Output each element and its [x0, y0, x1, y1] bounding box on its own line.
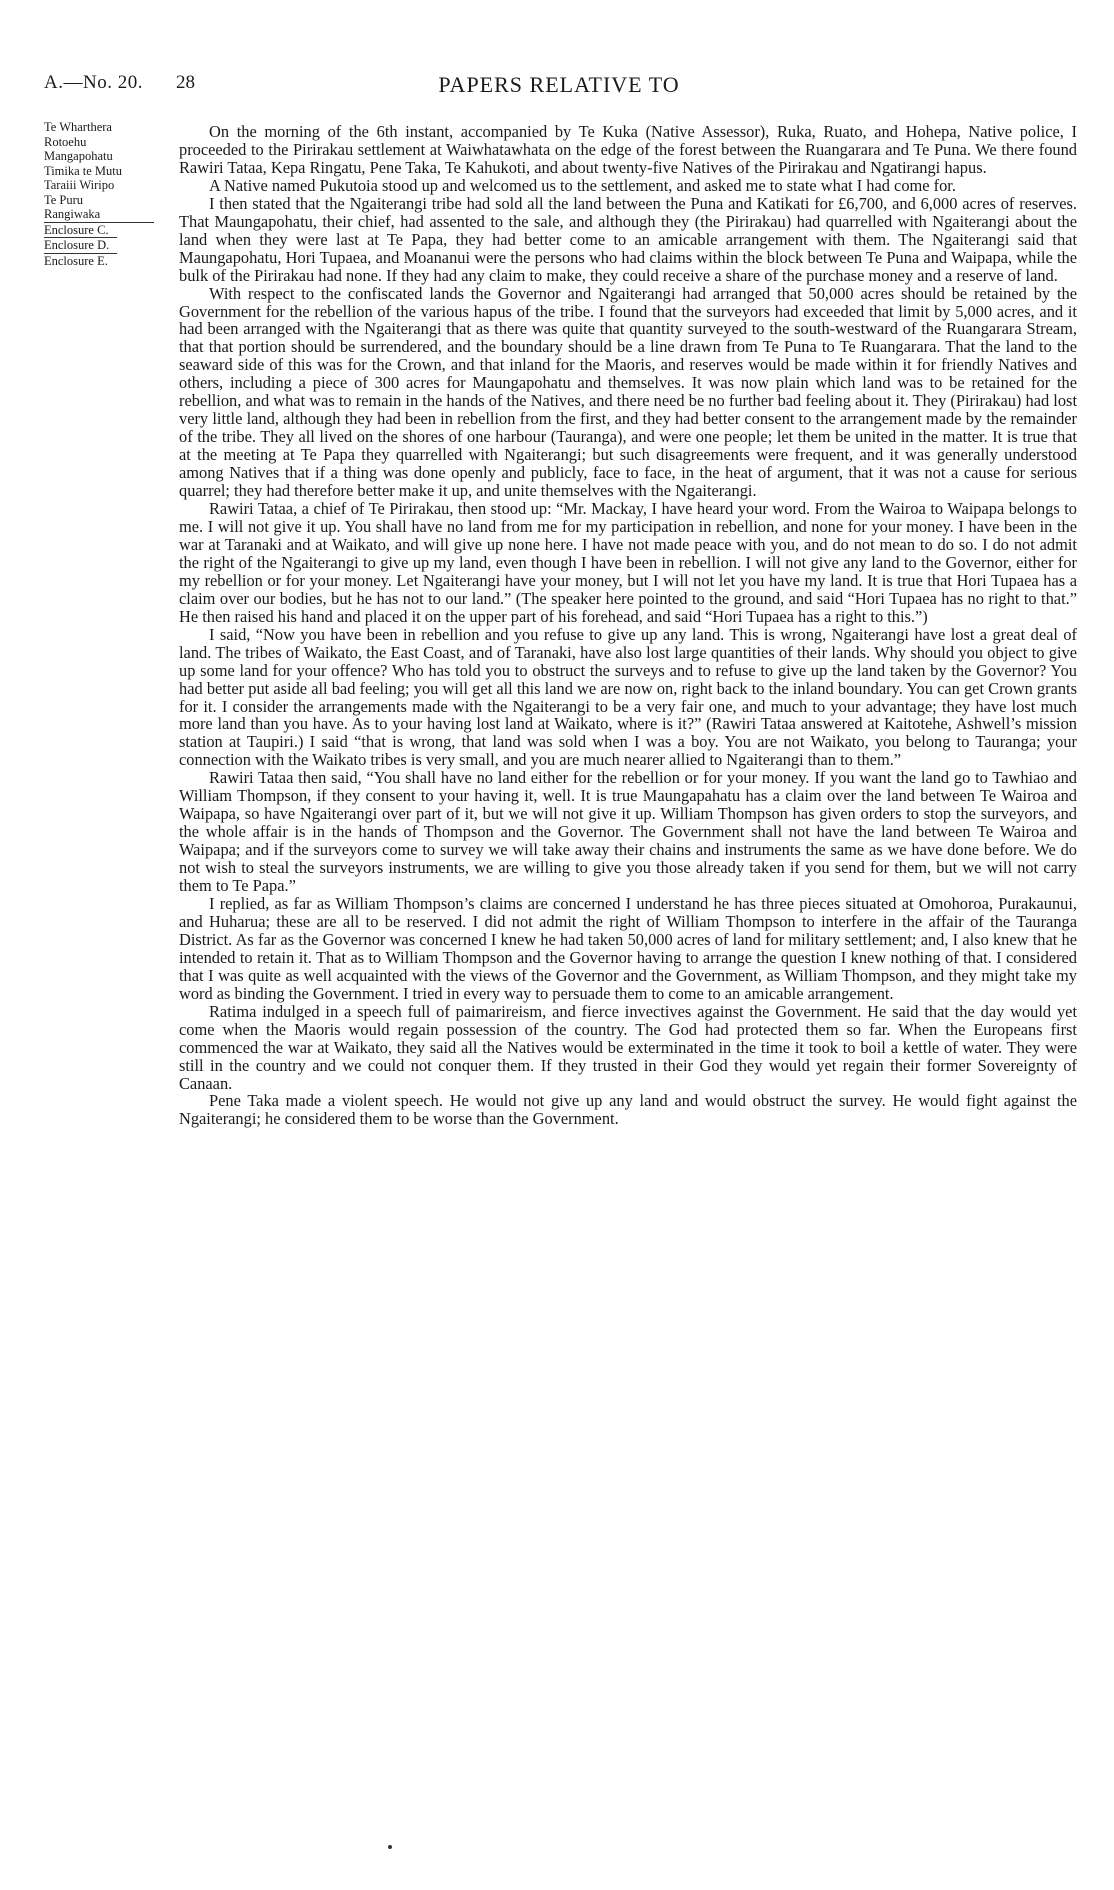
paragraph: Ratima indulged in a speech full of paimarireism, and fierce invectives against the Government. He said that the day would yet come when the Maoris would regain possession of the country. The God had protected them so far. When the Europeans first commenced the war at Waikato, they said all the Natives would be exterminated in the time it took to boil a kettle of water. They were still in the country and we could not conquer them. If they trusted in their God they would yet regain their former Sovereignty of Canaan.	[179, 1001, 1077, 1093]
margin-note-wrap	[44, 223, 174, 239]
margin-note: Enclosure C.	[44, 223, 117, 239]
margin-note: Taraiii Wiripo	[44, 178, 115, 192]
paragraph: I replied, as far as William Thompson’s claims are concerned I understand he has three pieces situated at Omohoroa, Purakaunui, and Huharua; these are all to be reserved. I did not admit the right of William Thompson to interfere in the affair of the Tauranga District. As far as the Governor was concerned I knew he had taken 50,000 acres of land for military settlement; and, I also knew that he intended to retain it. That as to William Thompson and the Governor having to arrange the question I knew nothing of that. I considered that I was quite as well acquainted with the views of the Governor and the Government, as William Thompson, and they might take my word as binding the Government. I tried in every way to persuade them to come to an amicable arrangement.	[179, 893, 1077, 1003]
paragraph: With respect to the confiscated lands the Governor and Ngaiterangi had arranged that 50,000 acres should be retained by the Government for the rebellion of the various hapus of the tribe. I found that the surveyors had exceeded that limit by 5,000 acres, and it had been arranged with the Ngaiterangi that as there was quite that quantity surveyed to the south-westward of the Ruangarara Stream, that that portion should be surrendered, and the boundary should be a line drawn from Te Puna to Te Ruangarara. That the land to the seaward side of this was for the Crown, and that inland for the Maoris, and reserves would be made within it for friendly Natives and others, including a piece of 300 acres for Maungapohatu and themselves. It was now plain which land was to be retained for the rebellion, and what was to remain in the hands of the Natives, and there need be no further bad feeling about it. They (Pirirakau) had lost very little land, although they had been in rebellion from the first, and they had better consent to the arrangement made by the remainder of the tribe. They all lived on the shores of one harbour (Tauranga), and were one people; let them be united in the matter. It is true that at the meeting at Te Papa they quarrelled with Ngaiterangi; but such disagreements were frequent, and it was generally understood among Natives that if a thing was done openly and publicly, face to face, in the heat of argument, that it was not a cause for serious quarrel; they had therefore better make it up, and unite themselves with the Ngaiterangi.	[179, 283, 1077, 501]
page-number: 28	[176, 72, 195, 93]
paragraph: Rawiri Tataa then said, “You shall have no land either for the rebellion or for your money. If you want the land go to Tawhiao and William Thompson, if they consent to your having it, well. It is true Maungapahatu has a claim over the land between Te Wairoa and Waipapa, so have Ngaiterangi over part of it, but we will not give it up. William Thompson has given orders to stop the surveyors, and the whole affair is in the hands of Thompson and the Governor. The Government shall not have the land between Te Wairoa and Waipapa; and if the surveyors come to survey we will take away their chains and instruments the same as we have done before. We do not wish to steal the surveyors instruments, we are willing to give you those already taken if you send for them, but we will not carry them to Te Papa.”	[179, 768, 1077, 896]
margin-note: Rotoehu	[44, 134, 87, 149]
paragraph: On the morning of the 6th instant, accompanied by Te Kuka (Native Assessor), Ruka, Ruato, and Hohepa, Native police, I proceeded to the Pirirakau settlement at Waiwhatawhata on the edge of the forest between the Ruangarara and Te Puna. We there found Rawiri Tataa, Kepa Ringatu, Pene Taka, Te Kahukoti, and about twenty-five Natives of the Pirirakau and Ngatirangi hapus.	[179, 122, 1077, 177]
paragraph: I said, “Now you have been in rebellion and you refuse to give up any land. This is wrong, Ngaiterangi have lost a great deal of land. The tribes of Waikato, the East Coast, and of Taranaki, have also lost large quantities of their lands. Why should you object to give up some land for your offence? Who has told you to obstruct the surveys and to refuse to give up the land taken by the Governor? You had better put aside all bad feeling; you will get all this land we are now on, right back to the inland boundary. You can get Crown grants for it. I consider the arrangements made with the Ngaiterangi to be a very fair one, and much to your advantage; they have lost much more land than you have. As to your having lost land at Waikato, where is it?” (Rawiri Tataa answered at Kaitotehe, Ashwell’s mission station at Taupiri.) I said “that is wrong, that land was sold when I was a boy. You are not Waikato, you belong to Tauranga; your connection with the Waikato tribes is very small, and you are much nearer allied to Ngaiterangi than to them.”	[179, 624, 1077, 770]
paragraph: I then stated that the Ngaiterangi tribe had sold all the land between the Puna and Katikati for £6,700, and 6,000 acres of reserves. That Maungapohatu, their chief, had assented to the sale, and although they (the Pirirakau) had quarrelled with Ngaiterangi about the land when they were last at Te Papa, they had better come to an amicable arrangement with them. The Ngaiterangi said that Maungapohatu, Hori Tupaea, and Moananui were the persons who had claims within the block between Te Puna and Waipapa, while the bulk of the Pirirakau had none. If they had any claim to make, they could receive a share of the purchase money and a reserve of land.	[179, 193, 1077, 285]
document-code: A.—No. 20.	[44, 72, 143, 93]
margin-note: Enclosure E.	[44, 253, 108, 268]
page-header	[44, 72, 1074, 100]
paragraph: Rawiri Tataa, a chief of Te Pirirakau, then stood up: “Mr. Mackay, I have heard your word. From the Wairoa to Waipapa belongs to me. I will not give it up. You shall have no land from me for my participation in rebellion, and none for your money. I have been in the war at Taranaki and at Waikato, and will give up none here. I have not made peace with you, and do not mean to do so. I do not admit the right of the Ngaiterangi to give up my land, even though I have been in rebellion. I will not give any land to the Governor, either for my rebellion or for your money. Let Ngaiterangi have your money, but I will not let you have my land. It is true that Hori Tupaea has a claim over our bodies, but he has not to our land.” (The speaker here pointed to the ground, and said “Hori Tupaea has no right to that.” He then raised his hand and placed it on the upper part of his forehead, and said “Hori Tupaea has a right to this.”)	[179, 499, 1077, 626]
margin-note-wrap	[44, 238, 174, 254]
margin-note: Te Puru	[44, 192, 84, 207]
body-text	[179, 123, 1077, 1128]
paragraph: A Native named Pukutoia stood up and welcomed us to the settlement, and asked me to state what I had come for.	[209, 175, 956, 195]
paragraph: Pene Taka made a violent speech. He would not give up any land and would obstruct the survey. He would fight against the Ngaiterangi; he considered them to be worse than the Government.	[179, 1091, 1077, 1129]
margin-note: Rangiwaka	[44, 207, 154, 223]
margin-note: Mangapohatu	[44, 149, 113, 163]
margin-note: Enclosure D.	[44, 238, 117, 254]
margin-note-wrap	[44, 207, 174, 223]
margin-note: Timika te Mutu	[44, 163, 123, 178]
margin-note: Te Wharthera	[44, 120, 112, 134]
page-title: PAPERS RELATIVE TO	[438, 72, 680, 97]
margin-notes	[44, 120, 174, 268]
print-mark	[388, 1845, 392, 1849]
